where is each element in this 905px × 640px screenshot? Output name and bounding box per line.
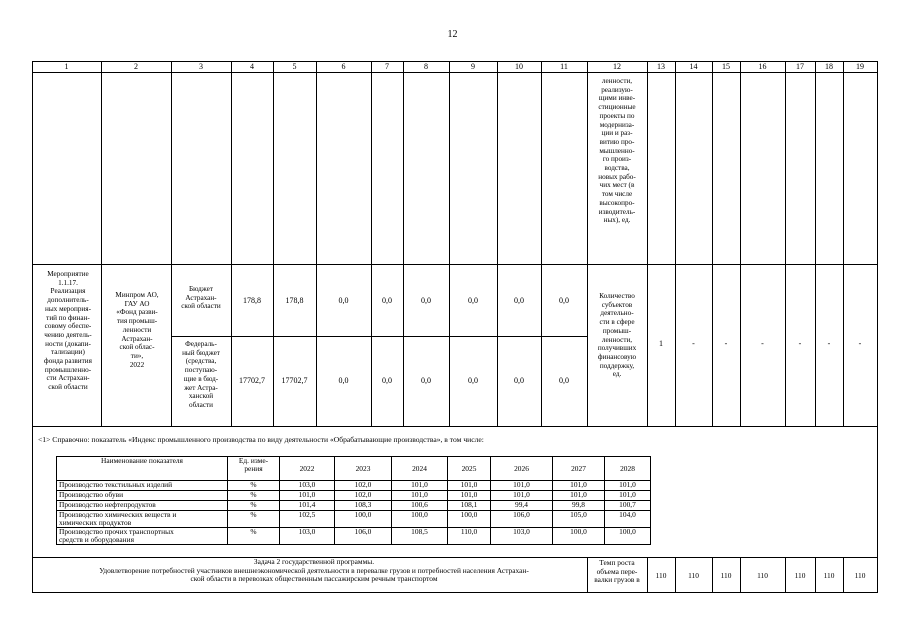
index-row-value: 101,0 [491, 481, 553, 491]
index-table-row [57, 511, 651, 528]
index-table-header [57, 457, 651, 481]
column-number: 19 [856, 62, 864, 71]
index-row-name: Производство прочих транспортных средств и оборудования [57, 528, 228, 545]
index-row-value: 103,0 [280, 481, 335, 491]
index-row-unit: % [228, 528, 280, 545]
index-row-value: 100,0 [448, 511, 491, 528]
column-number: 9 [471, 62, 475, 71]
task2-block [34, 558, 594, 584]
funding-value: 178,8 [243, 296, 261, 305]
index-table-row [57, 481, 651, 491]
funding-value: 0,0 [382, 376, 392, 385]
index-row-value: 106,0 [491, 511, 553, 528]
index-header-year: 2028 [605, 457, 651, 481]
index-table-row [57, 491, 651, 501]
funding-value: 0,0 [338, 296, 349, 305]
funding-value: 0,0 [338, 376, 349, 385]
indicator-target-value: - [692, 339, 695, 348]
index-row-value: 101,4 [280, 501, 335, 511]
funding-value: 0,0 [468, 296, 478, 305]
index-row-value: 100,6 [392, 501, 448, 511]
index-row-value: 101,0 [605, 491, 651, 501]
funding-value: 0,0 [421, 376, 431, 385]
production-index-table [56, 456, 651, 545]
column-number: 13 [657, 62, 665, 71]
index-row-name: Производство текстильных изделий [57, 481, 228, 491]
task2-indicator-value: 110 [655, 571, 667, 580]
index-row-unit: % [228, 481, 280, 491]
index-header-year: 2026 [491, 457, 553, 481]
column-number: 18 [825, 62, 833, 71]
index-row-unit: % [228, 511, 280, 528]
index-row-value: 100,0 [392, 511, 448, 528]
index-header-year: 2023 [335, 457, 392, 481]
index-row-name: Производство нефтепродуктов [57, 501, 228, 511]
column-number: 1 [64, 62, 69, 71]
index-table-row [57, 501, 651, 511]
index-table-row [57, 528, 651, 545]
task2-text: Удовлетворение потребностей участников внешнеэкономической деятельности в перевалке грузов и потребностей населения Астрахан- ской области в перевозках общественным пассажирским речным транспортом [99, 565, 529, 584]
index-row-value: 103,0 [491, 528, 553, 545]
column-number: 14 [689, 62, 698, 71]
task2-indicator-value: 110 [794, 571, 806, 580]
column-number: 12 [613, 62, 621, 71]
task2-indicator: Темп роста объема пере- валки грузов в [594, 558, 640, 585]
index-row-value: 101,0 [553, 481, 605, 491]
index-header-year: 2025 [448, 457, 491, 481]
funding-source-regional: Бюджет Астрахан- ской области [181, 285, 221, 311]
indicator-continuation-text: ленности, реализую- щими инве- стиционные проекты по модерниза- ции и раз- витию про- мышленно- го произ- водства, новых рабо- чих мест (в том числе высокопро- изводитель- ных), ед. [598, 77, 636, 225]
index-row-value: 101,0 [605, 481, 651, 491]
column-number: 10 [515, 62, 523, 71]
task2-indicator-value: 110 [823, 571, 835, 580]
index-row-value: 102,5 [280, 511, 335, 528]
funding-value: 17702,7 [281, 376, 308, 385]
task2-indicator-value: 110 [757, 571, 768, 580]
index-row-value: 110,0 [448, 528, 491, 545]
index-row-value: 100,7 [605, 501, 651, 511]
funding-value: 17702,7 [239, 376, 265, 385]
column-number: 15 [722, 62, 730, 71]
indicator-target-value: - [858, 339, 862, 348]
index-row-value: 100,0 [605, 528, 651, 545]
index-row-unit: % [228, 501, 280, 511]
index-row-value: 101,0 [280, 491, 335, 501]
funding-value: 178,8 [285, 296, 304, 305]
index-row-value: 104,0 [605, 511, 651, 528]
index-row-value: 99,4 [491, 501, 553, 511]
column-number: 17 [796, 62, 804, 71]
funding-value: 0,0 [421, 296, 431, 305]
funding-value: 0,0 [514, 376, 524, 385]
column-number: 11 [560, 62, 568, 71]
index-row-value: 99,8 [553, 501, 605, 511]
index-row-name: Производство обуви [57, 491, 228, 501]
funding-source-federal: Федераль- ный бюджет (средства, поступаю- щие в бюд- жет Астра- ханской области [182, 340, 220, 409]
column-number: 3 [199, 62, 203, 71]
index-row-name: Производство химических веществ и химических продуктов [57, 511, 228, 528]
index-row-value: 102,0 [335, 481, 392, 491]
index-header-name: Наименование показателя [57, 457, 228, 481]
index-row-value: 103,0 [280, 528, 335, 545]
index-row-value: 106,0 [335, 528, 392, 545]
index-row-value: 101,0 [491, 491, 553, 501]
task2-title: Задача 2 государственной программы. [253, 557, 375, 566]
index-header-year: 2022 [280, 457, 335, 481]
page-number: 12 [447, 29, 458, 40]
indicator-target-value: 1 [659, 339, 663, 348]
index-row-value: 101,0 [392, 481, 448, 491]
funding-value: 0,0 [514, 296, 524, 305]
index-row-value: 101,0 [392, 491, 448, 501]
event-name: Мероприятие 1.1.17. Реализация дополнитель- ных мероприя- тий по финан- совому обеспе- чению деятель- ности (докапи- тализации) фонда развития промышленно- сти Астрахан- ской области [44, 270, 92, 392]
task2-indicator-value: 110 [688, 571, 699, 580]
index-row-value: 102,0 [335, 491, 392, 501]
task2-indicator-value: 110 [720, 571, 732, 580]
indicator-target-value: - [827, 339, 831, 348]
column-number: 16 [758, 62, 767, 71]
event-indicator: Количество субъектов деятельно- сти в сфере промыш- ленности, получивших финансовую поддержку, ед. [597, 292, 637, 379]
index-row-value: 100,0 [335, 511, 392, 528]
indicator-target-value: - [798, 339, 802, 348]
reference-note: <1> Справочно: показатель «Индекс промышленного производства по виду деятельности «Обрабатывающие производства», в том числе: [38, 435, 484, 444]
funding-value: 0,0 [468, 376, 478, 385]
index-row-value: 101,0 [448, 481, 491, 491]
index-row-value: 108,5 [392, 528, 448, 545]
column-number: 2 [134, 62, 138, 71]
indicator-target-value: - [761, 339, 764, 348]
task2-indicator-value: 110 [854, 571, 866, 580]
index-header-year: 2027 [553, 457, 605, 481]
index-row-value: 101,0 [553, 491, 605, 501]
index-row-value: 108,1 [448, 501, 491, 511]
column-number: 4 [250, 62, 254, 71]
funding-value: 0,0 [559, 376, 569, 385]
index-header-unit: Ед. изме- рения [228, 457, 280, 481]
index-row-value: 101,0 [448, 491, 491, 501]
index-row-value: 100,0 [553, 528, 605, 545]
funding-value: 0,0 [559, 296, 569, 305]
index-header-year: 2024 [392, 457, 448, 481]
funding-value: 0,0 [382, 296, 392, 305]
event-executor: Минпром АО, ГАУ АО «Фонд разви- тия промыш- ленности Астрахан- ской облас- ти», 2022 [115, 291, 159, 369]
column-number: 5 [292, 62, 297, 71]
column-number: 8 [424, 62, 428, 71]
index-row-value: 108,3 [335, 501, 392, 511]
column-number: 6 [341, 62, 346, 71]
index-row-unit: % [228, 491, 280, 501]
indicator-target-value: - [724, 339, 728, 348]
index-row-value: 105,0 [553, 511, 605, 528]
column-number: 7 [385, 62, 389, 71]
